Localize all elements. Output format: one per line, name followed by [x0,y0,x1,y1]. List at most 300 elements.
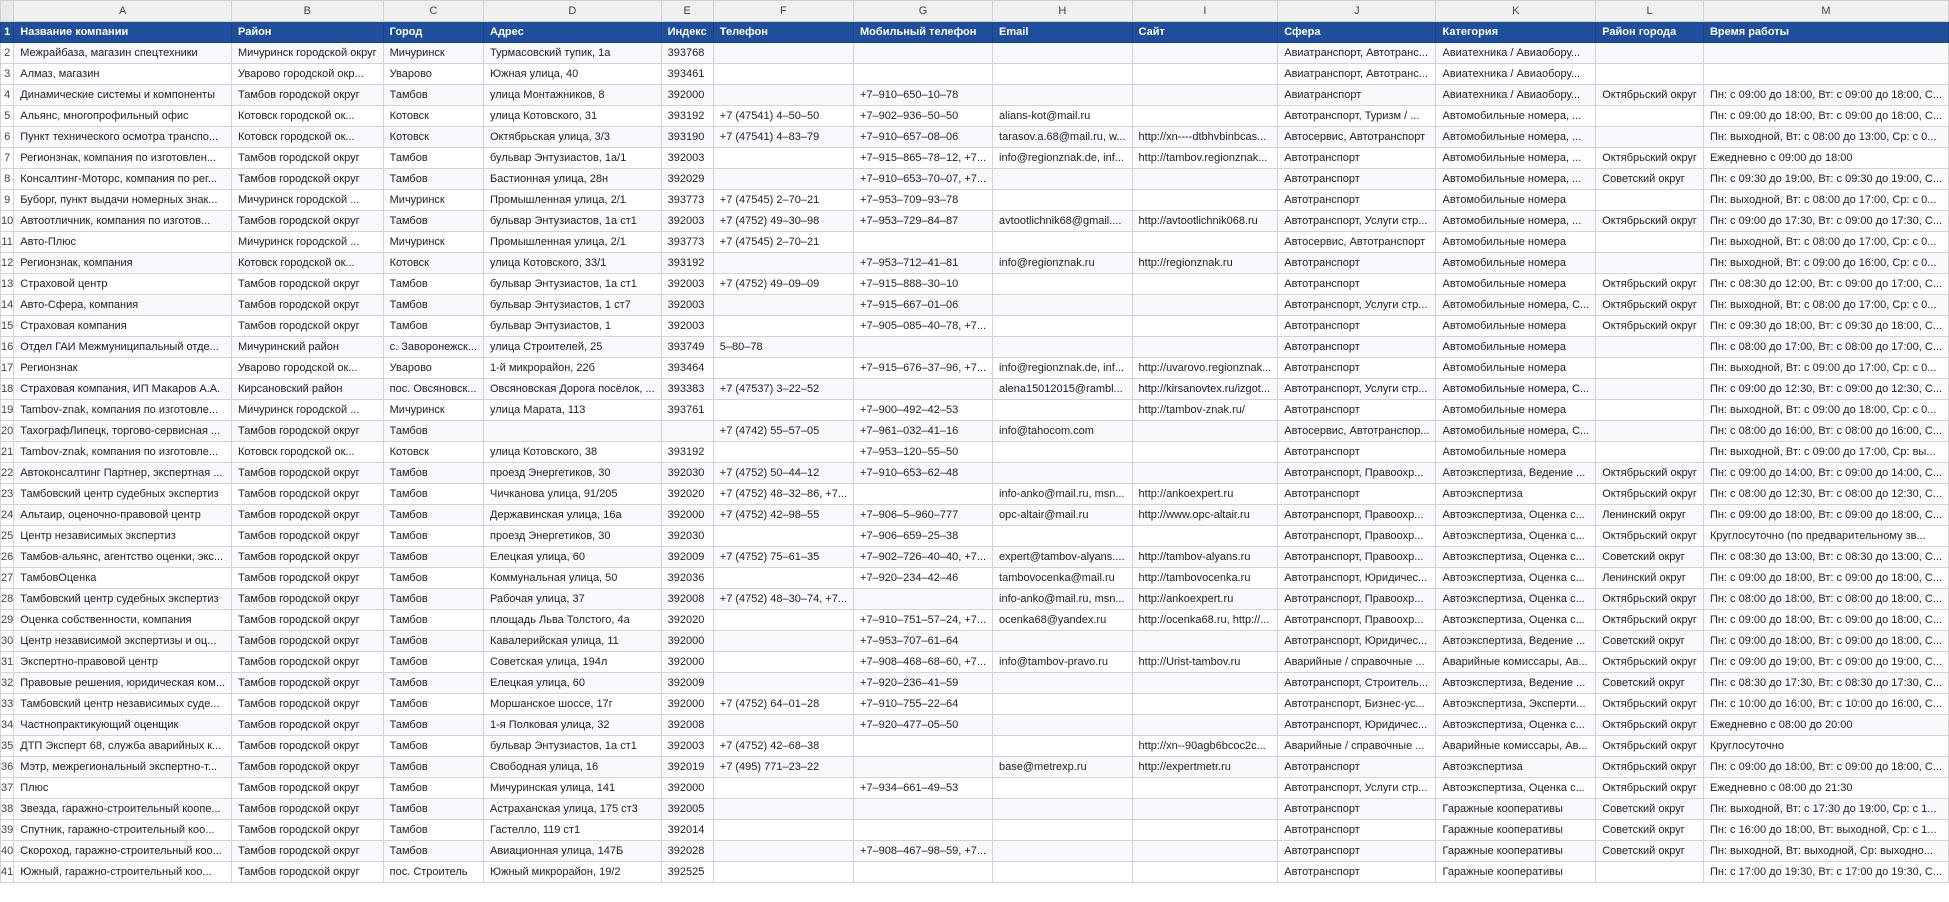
header-website[interactable]: Сайт [1132,22,1278,43]
email-cell[interactable] [993,295,1133,316]
column-header-i[interactable]: I [1132,1,1278,22]
email-cell[interactable] [993,736,1133,757]
city-cell[interactable]: Котовск [383,442,483,463]
company-name-cell[interactable]: Консалтинг-Моторс, компания по рег... [14,169,232,190]
sphere-cell[interactable]: Автотранспорт, Правоохр... [1278,589,1436,610]
phone-cell[interactable] [713,316,853,337]
mobile-phone-cell[interactable] [854,862,993,883]
website-cell[interactable] [1132,631,1278,652]
district-cell[interactable]: Тамбов городской округ [232,736,384,757]
city-district-cell[interactable] [1596,400,1704,421]
mobile-phone-cell[interactable]: +7–908–468–68–60, +7... [854,652,993,673]
district-cell[interactable]: Уварово городской окр... [232,64,384,85]
website-cell[interactable]: http://uvarovo.regionznak... [1132,358,1278,379]
city-district-cell[interactable]: Октябрьский округ [1596,694,1704,715]
postcode-cell[interactable]: 392003 [661,211,713,232]
district-cell[interactable]: Тамбов городской округ [232,799,384,820]
postcode-cell[interactable]: 392014 [661,820,713,841]
mobile-phone-cell[interactable]: +7–920–236–41–59 [854,673,993,694]
phone-cell[interactable]: +7 (4752) 48–30–74, +7... [713,589,853,610]
district-cell[interactable]: Котовск городской ок... [232,127,384,148]
website-cell[interactable]: http://ankoexpert.ru [1132,484,1278,505]
company-name-cell[interactable]: Оценка собственности, компания [14,610,232,631]
company-name-cell[interactable]: Центр независимых экспертиз [14,526,232,547]
city-district-cell[interactable] [1596,421,1704,442]
address-cell[interactable]: улица Котовского, 31 [484,106,662,127]
mobile-phone-cell[interactable] [854,820,993,841]
email-cell[interactable] [993,337,1133,358]
email-cell[interactable] [993,631,1133,652]
category-cell[interactable]: Автомобильные номера, ... [1436,127,1596,148]
district-cell[interactable]: Котовск городской ок... [232,442,384,463]
mobile-phone-cell[interactable]: +7–900–492–42–53 [854,400,993,421]
city-district-cell[interactable] [1596,442,1704,463]
row-number[interactable]: 34 [1,715,14,736]
city-district-cell[interactable] [1596,106,1704,127]
category-cell[interactable]: Автомобильные номера, ... [1436,211,1596,232]
website-cell[interactable]: http://tambov-alyans.ru [1132,547,1278,568]
website-cell[interactable] [1132,337,1278,358]
row-number[interactable]: 39 [1,820,14,841]
district-cell[interactable]: Тамбов городской округ [232,631,384,652]
working-hours-cell[interactable]: Ежедневно с 08:00 до 21:30 [1703,778,1948,799]
district-cell[interactable]: Тамбов городской округ [232,820,384,841]
category-cell[interactable]: Гаражные кооперативы [1436,862,1596,883]
city-cell[interactable]: Котовск [383,106,483,127]
row-number[interactable]: 12 [1,253,14,274]
phone-cell[interactable]: +7 (4752) 42–68–38 [713,736,853,757]
sphere-cell[interactable]: Автотранспорт [1278,442,1436,463]
website-cell[interactable] [1132,295,1278,316]
working-hours-cell[interactable]: Пн: с 09:30 до 18:00, Вт: с 09:30 до 18:00, С... [1703,316,1948,337]
working-hours-cell[interactable]: Пн: с 10:00 до 16:00, Вт: с 10:00 до 16:00, С... [1703,694,1948,715]
website-cell[interactable]: http://regionznak.ru [1132,253,1278,274]
row-number[interactable]: 29 [1,610,14,631]
district-cell[interactable]: Тамбов городской округ [232,526,384,547]
postcode-cell[interactable]: 392008 [661,589,713,610]
city-cell[interactable]: Уварово [383,64,483,85]
company-name-cell[interactable]: Тамбовский центр независимых суде... [14,694,232,715]
company-name-cell[interactable]: Южный, гаражно-строительный коо... [14,862,232,883]
phone-cell[interactable]: +7 (4752) 75–61–35 [713,547,853,568]
phone-cell[interactable]: +7 (4752) 49–30–98 [713,211,853,232]
city-cell[interactable]: Тамбов [383,169,483,190]
phone-cell[interactable] [713,169,853,190]
postcode-cell[interactable]: 393192 [661,253,713,274]
email-cell[interactable] [993,526,1133,547]
working-hours-cell[interactable]: Пн: с 09:30 до 19:00, Вт: с 09:30 до 19:00, С... [1703,169,1948,190]
header-email[interactable]: Email [993,22,1133,43]
row-number[interactable]: 11 [1,232,14,253]
sphere-cell[interactable]: Автотранспорт [1278,799,1436,820]
city-district-cell[interactable]: Октябрьский округ [1596,148,1704,169]
district-cell[interactable]: Кирсановский район [232,379,384,400]
sphere-cell[interactable]: Автотранспорт, Юридичес... [1278,568,1436,589]
category-cell[interactable]: Гаражные кооперативы [1436,799,1596,820]
email-cell[interactable] [993,43,1133,64]
row-number[interactable]: 9 [1,190,14,211]
address-cell[interactable]: Гастелло, 119 ст1 [484,820,662,841]
district-cell[interactable]: Тамбов городской округ [232,505,384,526]
company-name-cell[interactable]: Отдел ГАИ Межмуниципальный отде... [14,337,232,358]
postcode-cell[interactable]: 392030 [661,526,713,547]
city-cell[interactable]: Тамбов [383,148,483,169]
company-name-cell[interactable]: Альянс, многопрофильный офис [14,106,232,127]
sphere-cell[interactable]: Аварийные / справочные ... [1278,652,1436,673]
email-cell[interactable] [993,820,1133,841]
district-cell[interactable]: Тамбов городской округ [232,694,384,715]
address-cell[interactable]: 1-й микрорайон, 22б [484,358,662,379]
company-name-cell[interactable]: ТахографЛипецк, торгово-сервисная ... [14,421,232,442]
header-district[interactable]: Район [232,22,384,43]
category-cell[interactable]: Автомобильные номера [1436,442,1596,463]
city-cell[interactable]: Тамбов [383,736,483,757]
address-cell[interactable]: проезд Энергетиков, 30 [484,463,662,484]
column-header-h[interactable]: H [993,1,1133,22]
address-cell[interactable]: Советская улица, 194л [484,652,662,673]
working-hours-cell[interactable]: Пн: выходной, Вт: с 08:00 до 17:00, Ср: с 0... [1703,190,1948,211]
city-district-cell[interactable] [1596,127,1704,148]
email-cell[interactable] [993,232,1133,253]
email-cell[interactable]: info@regionznak.ru [993,253,1133,274]
city-cell[interactable]: Мичуринск [383,43,483,64]
row-number[interactable]: 3 [1,64,14,85]
city-district-cell[interactable]: Октябрьский округ [1596,610,1704,631]
city-district-cell[interactable]: Советский округ [1596,841,1704,862]
address-cell[interactable]: Турмасовский тупик, 1а [484,43,662,64]
sphere-cell[interactable]: Автотранспорт [1278,190,1436,211]
email-cell[interactable] [993,64,1133,85]
sphere-cell[interactable]: Автотранспорт [1278,169,1436,190]
city-cell[interactable]: Тамбов [383,652,483,673]
city-cell[interactable]: Тамбов [383,568,483,589]
city-cell[interactable]: Тамбов [383,694,483,715]
city-cell[interactable]: Тамбов [383,85,483,106]
district-cell[interactable]: Уварово городской ок... [232,358,384,379]
city-district-cell[interactable]: Октябрьский округ [1596,211,1704,232]
mobile-phone-cell[interactable] [854,337,993,358]
phone-cell[interactable] [713,568,853,589]
category-cell[interactable]: Автоэкспертиза, Оценка с... [1436,568,1596,589]
district-cell[interactable]: Тамбов городской округ [232,85,384,106]
header-sphere[interactable]: Сфера [1278,22,1436,43]
phone-cell[interactable]: +7 (4752) 50–44–12 [713,463,853,484]
company-name-cell[interactable]: Страховая компания [14,316,232,337]
category-cell[interactable]: Автоэкспертиза, Оценка с... [1436,715,1596,736]
category-cell[interactable]: Автоэкспертиза, Оценка с... [1436,778,1596,799]
row-number[interactable]: 4 [1,85,14,106]
district-cell[interactable]: Тамбов городской округ [232,274,384,295]
sphere-cell[interactable]: Автотранспорт [1278,274,1436,295]
working-hours-cell[interactable]: Пн: выходной, Вт: с 08:00 до 17:00, Ср: с 0... [1703,232,1948,253]
row-number[interactable]: 28 [1,589,14,610]
mobile-phone-cell[interactable]: +7–953–729–84–87 [854,211,993,232]
mobile-phone-cell[interactable]: +7–910–755–22–64 [854,694,993,715]
city-cell[interactable]: Мичуринск [383,190,483,211]
row-number[interactable]: 17 [1,358,14,379]
phone-cell[interactable] [713,631,853,652]
mobile-phone-cell[interactable]: +7–910–751–57–24, +7... [854,610,993,631]
row-number[interactable]: 27 [1,568,14,589]
working-hours-cell[interactable]: Пн: с 09:00 до 18:00, Вт: с 09:00 до 18:00, С... [1703,757,1948,778]
column-header-a[interactable]: A [14,1,232,22]
city-cell[interactable]: пос. Строитель [383,862,483,883]
address-cell[interactable]: Авиационная улица, 147Б [484,841,662,862]
mobile-phone-cell[interactable]: +7–915–676–37–96, +7... [854,358,993,379]
city-cell[interactable]: Тамбов [383,274,483,295]
website-cell[interactable] [1132,274,1278,295]
working-hours-cell[interactable]: Пн: с 08:00 до 12:30, Вт: с 08:00 до 12:30, С... [1703,484,1948,505]
sphere-cell[interactable]: Автотранспорт, Юридичес... [1278,631,1436,652]
working-hours-cell[interactable]: Пн: выходной, Вт: с 09:00 до 16:00, Ср: с 0... [1703,253,1948,274]
address-cell[interactable]: проезд Энергетиков, 30 [484,526,662,547]
company-name-cell[interactable]: Буборг, пункт выдачи номерных знак... [14,190,232,211]
category-cell[interactable]: Автомобильные номера, ... [1436,106,1596,127]
website-cell[interactable]: http://expertmetr.ru [1132,757,1278,778]
phone-cell[interactable]: +7 (4752) 42–98–55 [713,505,853,526]
email-cell[interactable]: info-anko@mail.ru, msn... [993,484,1133,505]
mobile-phone-cell[interactable] [854,64,993,85]
sphere-cell[interactable]: Автотранспорт, Туризм / ... [1278,106,1436,127]
postcode-cell[interactable]: 392020 [661,484,713,505]
district-cell[interactable]: Мичуринск городской ... [232,232,384,253]
website-cell[interactable]: http://avtootlichnik068.ru [1132,211,1278,232]
category-cell[interactable]: Автоэкспертиза, Эксперти... [1436,694,1596,715]
address-cell[interactable]: Промышленная улица, 2/1 [484,190,662,211]
company-name-cell[interactable]: Экспертно-правовой центр [14,652,232,673]
address-cell[interactable]: Овсяновская Дорога посёлок, ... [484,379,662,400]
mobile-phone-cell[interactable]: +7–915–667–01–06 [854,295,993,316]
company-name-cell[interactable]: Мэтр, межрегиональный экспертно-т... [14,757,232,778]
postcode-cell[interactable]: 393773 [661,190,713,211]
email-cell[interactable] [993,715,1133,736]
sphere-cell[interactable]: Автосервис, Автотранспорт [1278,127,1436,148]
mobile-phone-cell[interactable]: +7–910–657–08–06 [854,127,993,148]
row-number[interactable]: 35 [1,736,14,757]
city-cell[interactable]: Мичуринск [383,400,483,421]
website-cell[interactable] [1132,442,1278,463]
address-cell[interactable]: Моршанское шоссе, 17г [484,694,662,715]
phone-cell[interactable] [713,673,853,694]
header-category[interactable]: Категория [1436,22,1596,43]
row-number[interactable]: 13 [1,274,14,295]
row-number[interactable]: 8 [1,169,14,190]
website-cell[interactable] [1132,421,1278,442]
address-cell[interactable]: улица Котовского, 38 [484,442,662,463]
address-cell[interactable]: Державинская улица, 16а [484,505,662,526]
email-cell[interactable]: tarasov.a.68@mail.ru, w... [993,127,1133,148]
company-name-cell[interactable]: Автоконсалтинг Партнер, экспертная ... [14,463,232,484]
working-hours-cell[interactable] [1703,64,1948,85]
website-cell[interactable]: http://tambov-znak.ru/ [1132,400,1278,421]
header-company-name[interactable]: Название компании [14,22,232,43]
district-cell[interactable]: Тамбов городской округ [232,757,384,778]
city-district-cell[interactable]: Октябрьский округ [1596,484,1704,505]
phone-cell[interactable] [713,820,853,841]
category-cell[interactable]: Авиатехника / Авиаобору... [1436,43,1596,64]
city-district-cell[interactable]: Советский округ [1596,799,1704,820]
email-cell[interactable] [993,673,1133,694]
working-hours-cell[interactable]: Пн: с 09:00 до 18:00, Вт: с 09:00 до 18:00, С... [1703,631,1948,652]
category-cell[interactable]: Автомобильные номера, ... [1436,148,1596,169]
column-header-g[interactable]: G [854,1,993,22]
mobile-phone-cell[interactable]: +7–961–032–41–16 [854,421,993,442]
postcode-cell[interactable]: 393464 [661,358,713,379]
category-cell[interactable]: Автомобильные номера [1436,253,1596,274]
email-cell[interactable]: avtootlichnik68@gmail.... [993,211,1133,232]
working-hours-cell[interactable]: Пн: выходной, Вт: с 09:00 до 17:00, Ср: с 0... [1703,358,1948,379]
district-cell[interactable]: Котовск городской ок... [232,106,384,127]
working-hours-cell[interactable]: Пн: с 09:00 до 18:00, Вт: с 09:00 до 18:00, С... [1703,85,1948,106]
company-name-cell[interactable]: Пункт технического осмотра транспо... [14,127,232,148]
sphere-cell[interactable]: Автотранспорт, Услуги стр... [1278,379,1436,400]
sphere-cell[interactable]: Автотранспорт, Правоохр... [1278,463,1436,484]
phone-cell[interactable]: +7 (4752) 48–32–86, +7... [713,484,853,505]
row-number[interactable]: 7 [1,148,14,169]
mobile-phone-cell[interactable]: +7–953–709–93–78 [854,190,993,211]
category-cell[interactable]: Автомобильные номера, С... [1436,421,1596,442]
city-district-cell[interactable]: Октябрьский округ [1596,715,1704,736]
district-cell[interactable]: Тамбов городской округ [232,652,384,673]
phone-cell[interactable] [713,715,853,736]
city-cell[interactable]: пос. Овсяновск... [383,379,483,400]
phone-cell[interactable] [713,358,853,379]
category-cell[interactable]: Автомобильные номера [1436,190,1596,211]
city-district-cell[interactable]: Советский округ [1596,673,1704,694]
city-district-cell[interactable] [1596,253,1704,274]
phone-cell[interactable]: +7 (4742) 55–57–05 [713,421,853,442]
working-hours-cell[interactable]: Пн: с 08:00 до 18:00, Вт: с 08:00 до 18:00, С... [1703,589,1948,610]
city-cell[interactable]: Тамбов [383,547,483,568]
district-cell[interactable]: Тамбов городской округ [232,568,384,589]
phone-cell[interactable]: +7 (47545) 2–70–21 [713,232,853,253]
working-hours-cell[interactable]: Пн: с 09:00 до 19:00, Вт: с 09:00 до 19:00, С... [1703,652,1948,673]
district-cell[interactable]: Мичуринск городской ... [232,400,384,421]
category-cell[interactable]: Гаражные кооперативы [1436,820,1596,841]
sphere-cell[interactable]: Автотранспорт [1278,316,1436,337]
address-cell[interactable]: бульвар Энтузиастов, 1 ст7 [484,295,662,316]
phone-cell[interactable] [713,253,853,274]
address-cell[interactable]: Мичуринская улица, 141 [484,778,662,799]
mobile-phone-cell[interactable]: +7–906–659–25–38 [854,526,993,547]
email-cell[interactable] [993,463,1133,484]
district-cell[interactable]: Тамбов городской округ [232,547,384,568]
district-cell[interactable]: Тамбов городской округ [232,316,384,337]
district-cell[interactable]: Тамбов городской округ [232,211,384,232]
working-hours-cell[interactable]: Пн: выходной, Вт: с 08:00 до 17:00, Ср: с 0... [1703,295,1948,316]
city-district-cell[interactable]: Советский округ [1596,169,1704,190]
company-name-cell[interactable]: Регионзнак [14,358,232,379]
city-district-cell[interactable]: Ленинский округ [1596,568,1704,589]
postcode-cell[interactable]: 392000 [661,505,713,526]
working-hours-cell[interactable]: Пн: с 09:00 до 18:00, Вт: с 09:00 до 18:00, С... [1703,610,1948,631]
postcode-cell[interactable]: 393773 [661,232,713,253]
header-city[interactable]: Город [383,22,483,43]
company-name-cell[interactable]: Частнопрактикующий оценщик [14,715,232,736]
city-district-cell[interactable]: Октябрьский округ [1596,85,1704,106]
working-hours-cell[interactable]: Пн: с 08:00 до 17:00, Вт: с 08:00 до 17:00, С... [1703,337,1948,358]
sphere-cell[interactable]: Автотранспорт, Строитель... [1278,673,1436,694]
district-cell[interactable]: Тамбов городской округ [232,148,384,169]
phone-cell[interactable]: +7 (4752) 64–01–28 [713,694,853,715]
district-cell[interactable]: Тамбов городской округ [232,484,384,505]
city-cell[interactable]: Уварово [383,358,483,379]
address-cell[interactable]: Кавалерийская улица, 11 [484,631,662,652]
company-name-cell[interactable]: Tambov-znak, компания по изготовле... [14,442,232,463]
district-cell[interactable]: Тамбов городской округ [232,673,384,694]
website-cell[interactable] [1132,190,1278,211]
district-cell[interactable]: Тамбов городской округ [232,715,384,736]
address-cell[interactable]: Свободная улица, 16 [484,757,662,778]
city-cell[interactable]: Тамбов [383,820,483,841]
district-cell[interactable]: Тамбов городской округ [232,463,384,484]
sphere-cell[interactable]: Автотранспорт, Правоохр... [1278,526,1436,547]
address-cell[interactable]: улица Строителей, 25 [484,337,662,358]
city-cell[interactable]: Тамбов [383,463,483,484]
phone-cell[interactable]: +7 (47537) 3–22–52 [713,379,853,400]
category-cell[interactable]: Аварийные комиссары, Ав... [1436,652,1596,673]
sphere-cell[interactable]: Автосервис, Автотранспорт [1278,232,1436,253]
header-postcode[interactable]: Индекс [661,22,713,43]
city-cell[interactable]: Тамбов [383,631,483,652]
address-cell[interactable]: Чичканова улица, 91/205 [484,484,662,505]
postcode-cell[interactable]: 393768 [661,43,713,64]
postcode-cell[interactable]: 392000 [661,85,713,106]
website-cell[interactable] [1132,715,1278,736]
city-cell[interactable]: Тамбов [383,295,483,316]
company-name-cell[interactable]: Автоотличник, компания по изготов... [14,211,232,232]
email-cell[interactable]: tambovocenka@mail.ru [993,568,1133,589]
working-hours-cell[interactable]: Пн: выходной, Вт: с 09:00 до 18:00, Ср: с 0... [1703,400,1948,421]
working-hours-cell[interactable]: Пн: с 09:00 до 18:00, Вт: с 09:00 до 18:00, С... [1703,505,1948,526]
district-cell[interactable]: Тамбов городской округ [232,169,384,190]
column-header-e[interactable]: E [661,1,713,22]
postcode-cell[interactable]: 392028 [661,841,713,862]
website-cell[interactable] [1132,862,1278,883]
row-number[interactable]: 2 [1,43,14,64]
column-header-c[interactable]: C [383,1,483,22]
phone-cell[interactable]: +7 (4752) 49–09–09 [713,274,853,295]
row-number[interactable]: 14 [1,295,14,316]
working-hours-cell[interactable]: Пн: с 17:00 до 19:30, Вт: с 17:00 до 19:30, С... [1703,862,1948,883]
sphere-cell[interactable]: Автотранспорт, Бизнес-ус... [1278,694,1436,715]
working-hours-cell[interactable] [1703,43,1948,64]
row-number[interactable]: 32 [1,673,14,694]
column-header-l[interactable]: L [1596,1,1704,22]
category-cell[interactable]: Автомобильные номера [1436,232,1596,253]
working-hours-cell[interactable]: Пн: с 09:00 до 12:30, Вт: с 09:00 до 12:30, С... [1703,379,1948,400]
phone-cell[interactable]: +7 (495) 771–23–22 [713,757,853,778]
row-number[interactable]: 20 [1,421,14,442]
email-cell[interactable] [993,400,1133,421]
working-hours-cell[interactable]: Ежедневно с 08:00 до 20:00 [1703,715,1948,736]
phone-cell[interactable] [713,652,853,673]
category-cell[interactable]: Автомобильные номера [1436,316,1596,337]
row-number[interactable]: 15 [1,316,14,337]
working-hours-cell[interactable]: Пн: с 09:00 до 18:00, Вт: с 09:00 до 18:00, С... [1703,106,1948,127]
working-hours-cell[interactable]: Круглосуточно [1703,736,1948,757]
header-address[interactable]: Адрес [484,22,662,43]
email-cell[interactable]: alians-kot@mail.ru [993,106,1133,127]
email-cell[interactable]: info@tambov-pravo.ru [993,652,1133,673]
mobile-phone-cell[interactable] [854,232,993,253]
select-all-corner[interactable] [1,1,14,22]
website-cell[interactable]: http://xn----dtbhvbinbcas... [1132,127,1278,148]
website-cell[interactable] [1132,673,1278,694]
postcode-cell[interactable]: 392000 [661,778,713,799]
district-cell[interactable]: Тамбов городской округ [232,610,384,631]
company-name-cell[interactable]: Авто-Сфера, компания [14,295,232,316]
